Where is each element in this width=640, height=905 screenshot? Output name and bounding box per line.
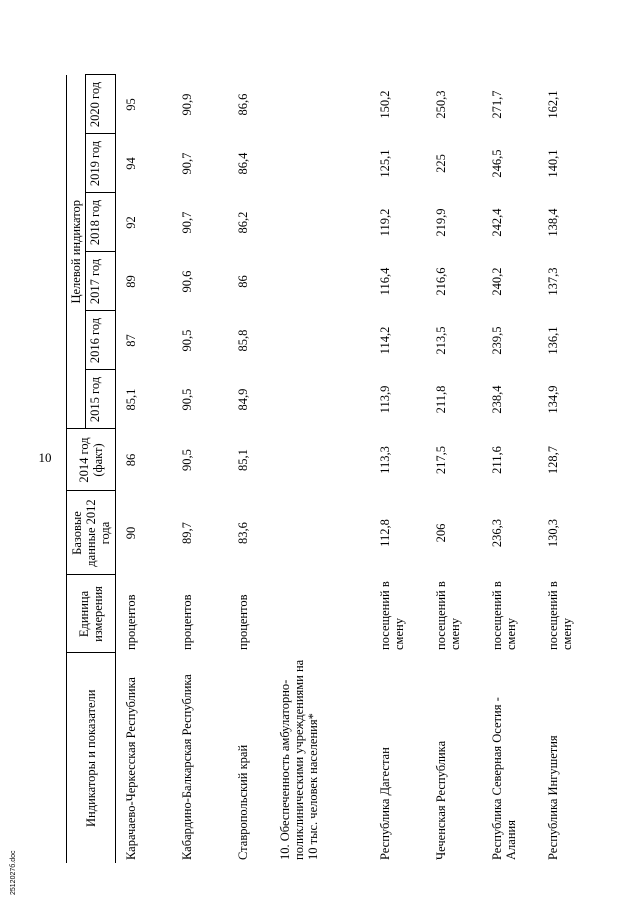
row-value-2019: 246,5	[489, 149, 504, 178]
table-row	[122, 75, 178, 863]
table-row	[234, 75, 276, 863]
row-value-2018: 219,9	[433, 208, 448, 237]
table-row	[432, 75, 488, 863]
table-row	[276, 75, 376, 863]
header-unit: Единица измерения	[67, 575, 116, 653]
row-base: 206	[433, 523, 448, 543]
section-heading: 10. Обеспеченность амбулаторно-поликлиническими учреждениями на 10 тыс. человек населения*	[277, 659, 320, 860]
row-name: Карачаево-Черкесская Республика	[123, 677, 138, 860]
row-unit: процентов	[179, 594, 194, 650]
row-value-2018: 119,2	[377, 208, 392, 237]
header-year-2020: 2020 год	[86, 75, 116, 134]
row-value-2019: 94	[123, 157, 138, 170]
header-2014-fact: 2014 год (факт)	[67, 429, 116, 491]
row-value-2016: 136,1	[545, 326, 560, 355]
row-value-2020: 150,2	[377, 90, 392, 119]
row-name: Ставропольский край	[235, 744, 250, 860]
row-name: Чеченская Республика	[433, 740, 448, 860]
row-unit: процентов	[123, 594, 138, 650]
row-name: Республика Дагестан	[377, 747, 392, 860]
row-base: 130,3	[545, 518, 560, 548]
row-value-2017: 240,2	[489, 267, 504, 296]
row-value-2020: 86,6	[235, 93, 250, 116]
row-unit: посещений в смену	[545, 581, 574, 650]
row-value-2015: 113,9	[377, 385, 392, 414]
row-value-2018: 86,2	[235, 211, 250, 234]
rotated-table-sheet	[66, 20, 586, 881]
row-value-2015: 238,4	[489, 385, 504, 414]
row-value-2019: 225	[433, 154, 448, 173]
row-unit: посещений в смену	[489, 581, 518, 650]
row-fact2014: 113,3	[377, 446, 392, 474]
row-name: Республика Ингушетия	[545, 735, 560, 860]
document-reference: 2512027б.doc	[10, 850, 17, 895]
row-value-2016: 114,2	[377, 326, 392, 355]
row-value-2015: 84,9	[235, 388, 250, 411]
header-base: Базовые данные 2012 года	[67, 491, 116, 575]
row-value-2017: 216,6	[433, 267, 448, 296]
header-year-2016: 2016 год	[86, 311, 116, 370]
row-fact2014: 128,7	[545, 445, 560, 475]
row-fact2014: 86	[123, 453, 138, 467]
row-value-2018: 90,7	[179, 211, 194, 234]
table-row	[488, 75, 544, 863]
row-value-2019: 86,4	[235, 152, 250, 175]
row-unit: посещений в смену	[433, 581, 462, 650]
row-fact2014: 85,1	[235, 449, 250, 471]
row-value-2017: 89	[123, 275, 138, 288]
row-value-2018: 138,4	[545, 208, 560, 237]
row-fact2014: 217,5	[433, 445, 448, 475]
page-number: 10	[38, 450, 52, 465]
row-value-2015: 85,1	[123, 388, 138, 411]
row-value-2016: 85,8	[235, 329, 250, 352]
row-base: 83,6	[235, 522, 250, 544]
row-value-2016: 87	[123, 334, 138, 347]
row-value-2020: 90,9	[179, 93, 194, 116]
row-value-2019: 90,7	[179, 152, 194, 175]
row-value-2018: 92	[123, 216, 138, 229]
header-target-indicator: Целевой индикатор	[67, 75, 86, 429]
row-value-2020: 162,1	[545, 90, 560, 119]
header-year-2015: 2015 год	[86, 370, 116, 429]
row-value-2017: 86	[235, 275, 250, 288]
row-value-2019: 125,1	[377, 149, 392, 178]
row-value-2020: 271,7	[489, 90, 504, 119]
header-year-2018: 2018 год	[86, 193, 116, 252]
row-unit: процентов	[235, 594, 250, 650]
indicator-table	[66, 75, 584, 864]
row-value-2020: 250,3	[433, 90, 448, 119]
row-base: 236,3	[489, 518, 504, 548]
row-base: 89,7	[179, 522, 194, 544]
table-row	[376, 75, 432, 863]
row-base: 90	[123, 526, 138, 540]
row-value-2017: 90,6	[179, 270, 194, 293]
table-row	[544, 75, 584, 863]
row-base	[276, 491, 376, 575]
row-base: 112,8	[377, 519, 392, 547]
row-value-2016: 90,5	[179, 329, 194, 352]
row-unit	[276, 575, 376, 653]
table-row	[178, 75, 234, 863]
row-name: Кабардино-Балкарская Республика	[179, 674, 194, 860]
header-year-2017: 2017 год	[86, 252, 116, 311]
row-value-2015: 134,9	[545, 385, 560, 414]
row-fact2014: 90,5	[179, 449, 194, 471]
row-value-2020: 95	[123, 98, 138, 111]
header-indicators: Индикаторы и показатели	[67, 653, 116, 863]
row-value-2019: 140,1	[545, 149, 560, 178]
row-value-2016: 213,5	[433, 326, 448, 355]
row-value-2018: 242,4	[489, 208, 504, 237]
row-fact2014: 211,6	[489, 446, 504, 474]
header-year-2019: 2019 год	[86, 134, 116, 193]
row-value-2017: 137,3	[545, 267, 560, 296]
row-value-2016: 239,5	[489, 326, 504, 355]
row-value-2015: 90,5	[179, 388, 194, 411]
row-value-2017: 116,4	[377, 267, 392, 296]
row-unit: посещений в смену	[377, 581, 406, 650]
row-value-2015: 211,8	[433, 385, 448, 414]
row-fact2014	[276, 429, 376, 491]
row-name: Республика Северная Осетия - Алания	[489, 697, 518, 860]
